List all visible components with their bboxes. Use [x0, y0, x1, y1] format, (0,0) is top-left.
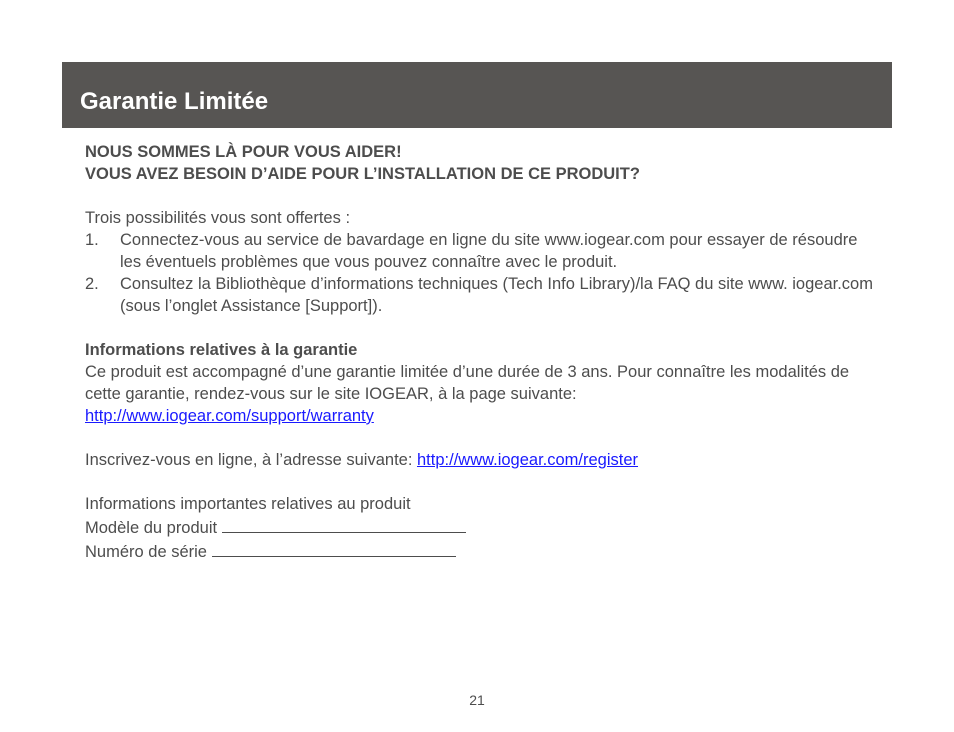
list-item [85, 273, 875, 317]
title-bar [62, 62, 892, 128]
warranty-text: Ce produit est accompagné d’une garantie limitée d’une durée de 3 ans. Pour connaître les modalités de cette garantie, rendez-vous sur le site IOGEAR, à la page suivante: [85, 363, 850, 403]
product-info-heading: Informations importantes relatives au produit [85, 495, 411, 513]
document-body [85, 141, 875, 563]
page-title: Garantie Limitée [80, 88, 269, 115]
list-item-number: 2. [85, 275, 99, 293]
model-blank-line [222, 515, 466, 533]
warranty-heading: Informations relatives à la garantie [85, 341, 358, 359]
help-heading-1: NOUS SOMMES LÀ POUR VOUS AIDER! [85, 143, 402, 161]
page-number: 21 [469, 692, 485, 708]
list-item [85, 229, 875, 273]
register-line [85, 449, 875, 471]
options-list [85, 229, 875, 317]
options-intro: Trois possibilités vous sont offertes : [85, 209, 351, 227]
help-heading-2: VOUS AVEZ BESOIN D’AIDE POUR L’INSTALLATION DE CE PRODUIT? [85, 165, 640, 183]
serial-label: Numéro de série [85, 543, 207, 561]
model-label: Modèle du produit [85, 519, 218, 537]
warranty-link[interactable]: http://www.iogear.com/support/warranty [85, 407, 374, 425]
register-text: Inscrivez-vous en ligne, à l’adresse suivante: [85, 451, 417, 469]
serial-blank-line [212, 539, 456, 557]
model-line [85, 515, 875, 539]
register-link[interactable]: http://www.iogear.com/register [417, 451, 639, 469]
list-item-text: Consultez la Bibliothèque d’informations techniques (Tech Info Library)/la FAQ du site www. iogear.com (sous l’onglet Assistance [Support]). [120, 275, 873, 315]
list-item-text: Connectez-vous au service de bavardage en ligne du site www.iogear.com pour essayer de résoudre les éventuels problèmes que vous pouvez connaître avec le produit. [120, 231, 858, 271]
list-item-number: 1. [85, 231, 99, 249]
serial-line [85, 539, 875, 563]
